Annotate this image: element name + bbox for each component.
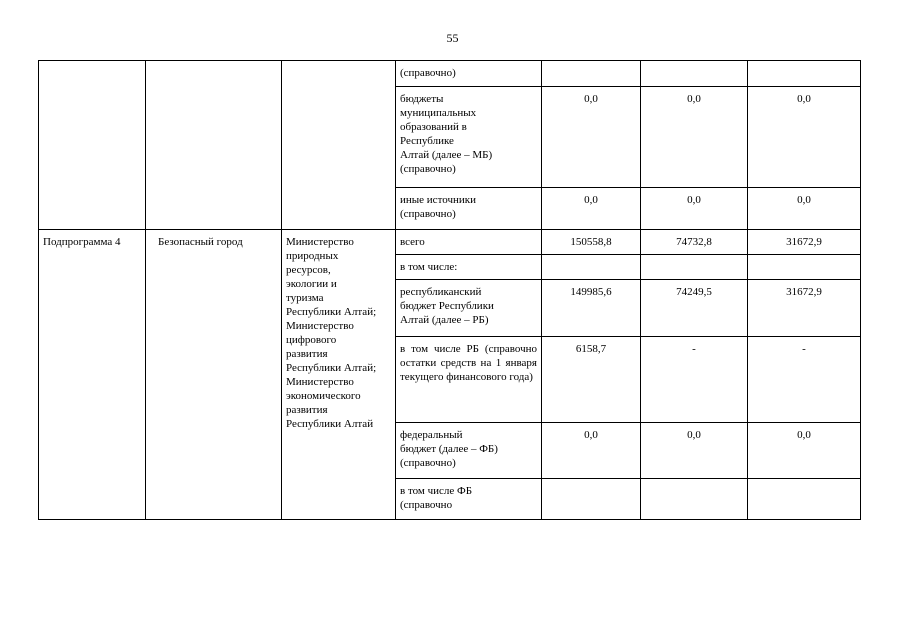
value-cell — [748, 479, 861, 520]
subprogram-title-cell: Безопасный город — [146, 230, 282, 520]
value-cell: 0,0 — [542, 188, 641, 230]
value-cell — [542, 61, 641, 87]
value-cell: 31672,9 — [748, 230, 861, 255]
value-cell — [748, 255, 861, 280]
value-cell — [542, 479, 641, 520]
value-cell: 0,0 — [542, 423, 641, 479]
value-cell: 74249,5 — [641, 280, 748, 337]
value-cell: 0,0 — [748, 188, 861, 230]
executors-cell: Министерство природных ресурсов, экологии и туризма Республики Алтай; Министерство цифрового развития Республики Алтай; Министерство экономического развития Республики Алтай — [282, 230, 396, 520]
funding-source-cell: федеральный бюджет (далее – ФБ) (справочно) — [396, 423, 542, 479]
value-cell: 0,0 — [748, 423, 861, 479]
empty-cell — [39, 61, 146, 230]
value-cell — [748, 61, 861, 87]
value-cell — [641, 479, 748, 520]
value-cell: 74732,8 — [641, 230, 748, 255]
subprogram-name-cell: Подпрограмма 4 — [39, 230, 146, 520]
value-cell: - — [748, 337, 861, 423]
page-number: 55 — [446, 31, 459, 45]
value-cell: 6158,7 — [542, 337, 641, 423]
funding-source-cell: в том числе РБ (справочно остатки средств на 1 января текущего финансового года) — [396, 337, 542, 423]
value-cell — [542, 255, 641, 280]
value-cell: 0,0 — [641, 188, 748, 230]
empty-cell — [282, 61, 396, 230]
value-cell: - — [641, 337, 748, 423]
funding-table — [38, 60, 861, 520]
value-cell: 150558,8 — [542, 230, 641, 255]
value-cell: 31672,9 — [748, 280, 861, 337]
value-cell: 0,0 — [641, 423, 748, 479]
funding-source-cell: бюджеты муниципальных образований в Республике Алтай (далее – МБ) (справочно) — [396, 87, 542, 188]
funding-source-cell: республиканский бюджет Республики Алтай (далее – РБ) — [396, 280, 542, 337]
value-cell — [641, 255, 748, 280]
value-cell — [641, 61, 748, 87]
table-row — [39, 230, 861, 255]
funding-source-cell: иные источники (справочно) — [396, 188, 542, 230]
funding-source-cell: в том числе: — [396, 255, 542, 280]
funding-source-cell: всего — [396, 230, 542, 255]
funding-source-cell: в том числе ФБ (справочно — [396, 479, 542, 520]
value-cell: 0,0 — [641, 87, 748, 188]
table-row — [39, 61, 861, 87]
value-cell: 0,0 — [542, 87, 641, 188]
funding-source-cell: (справочно) — [396, 61, 542, 87]
value-cell: 149985,6 — [542, 280, 641, 337]
empty-cell — [146, 61, 282, 230]
value-cell: 0,0 — [748, 87, 861, 188]
